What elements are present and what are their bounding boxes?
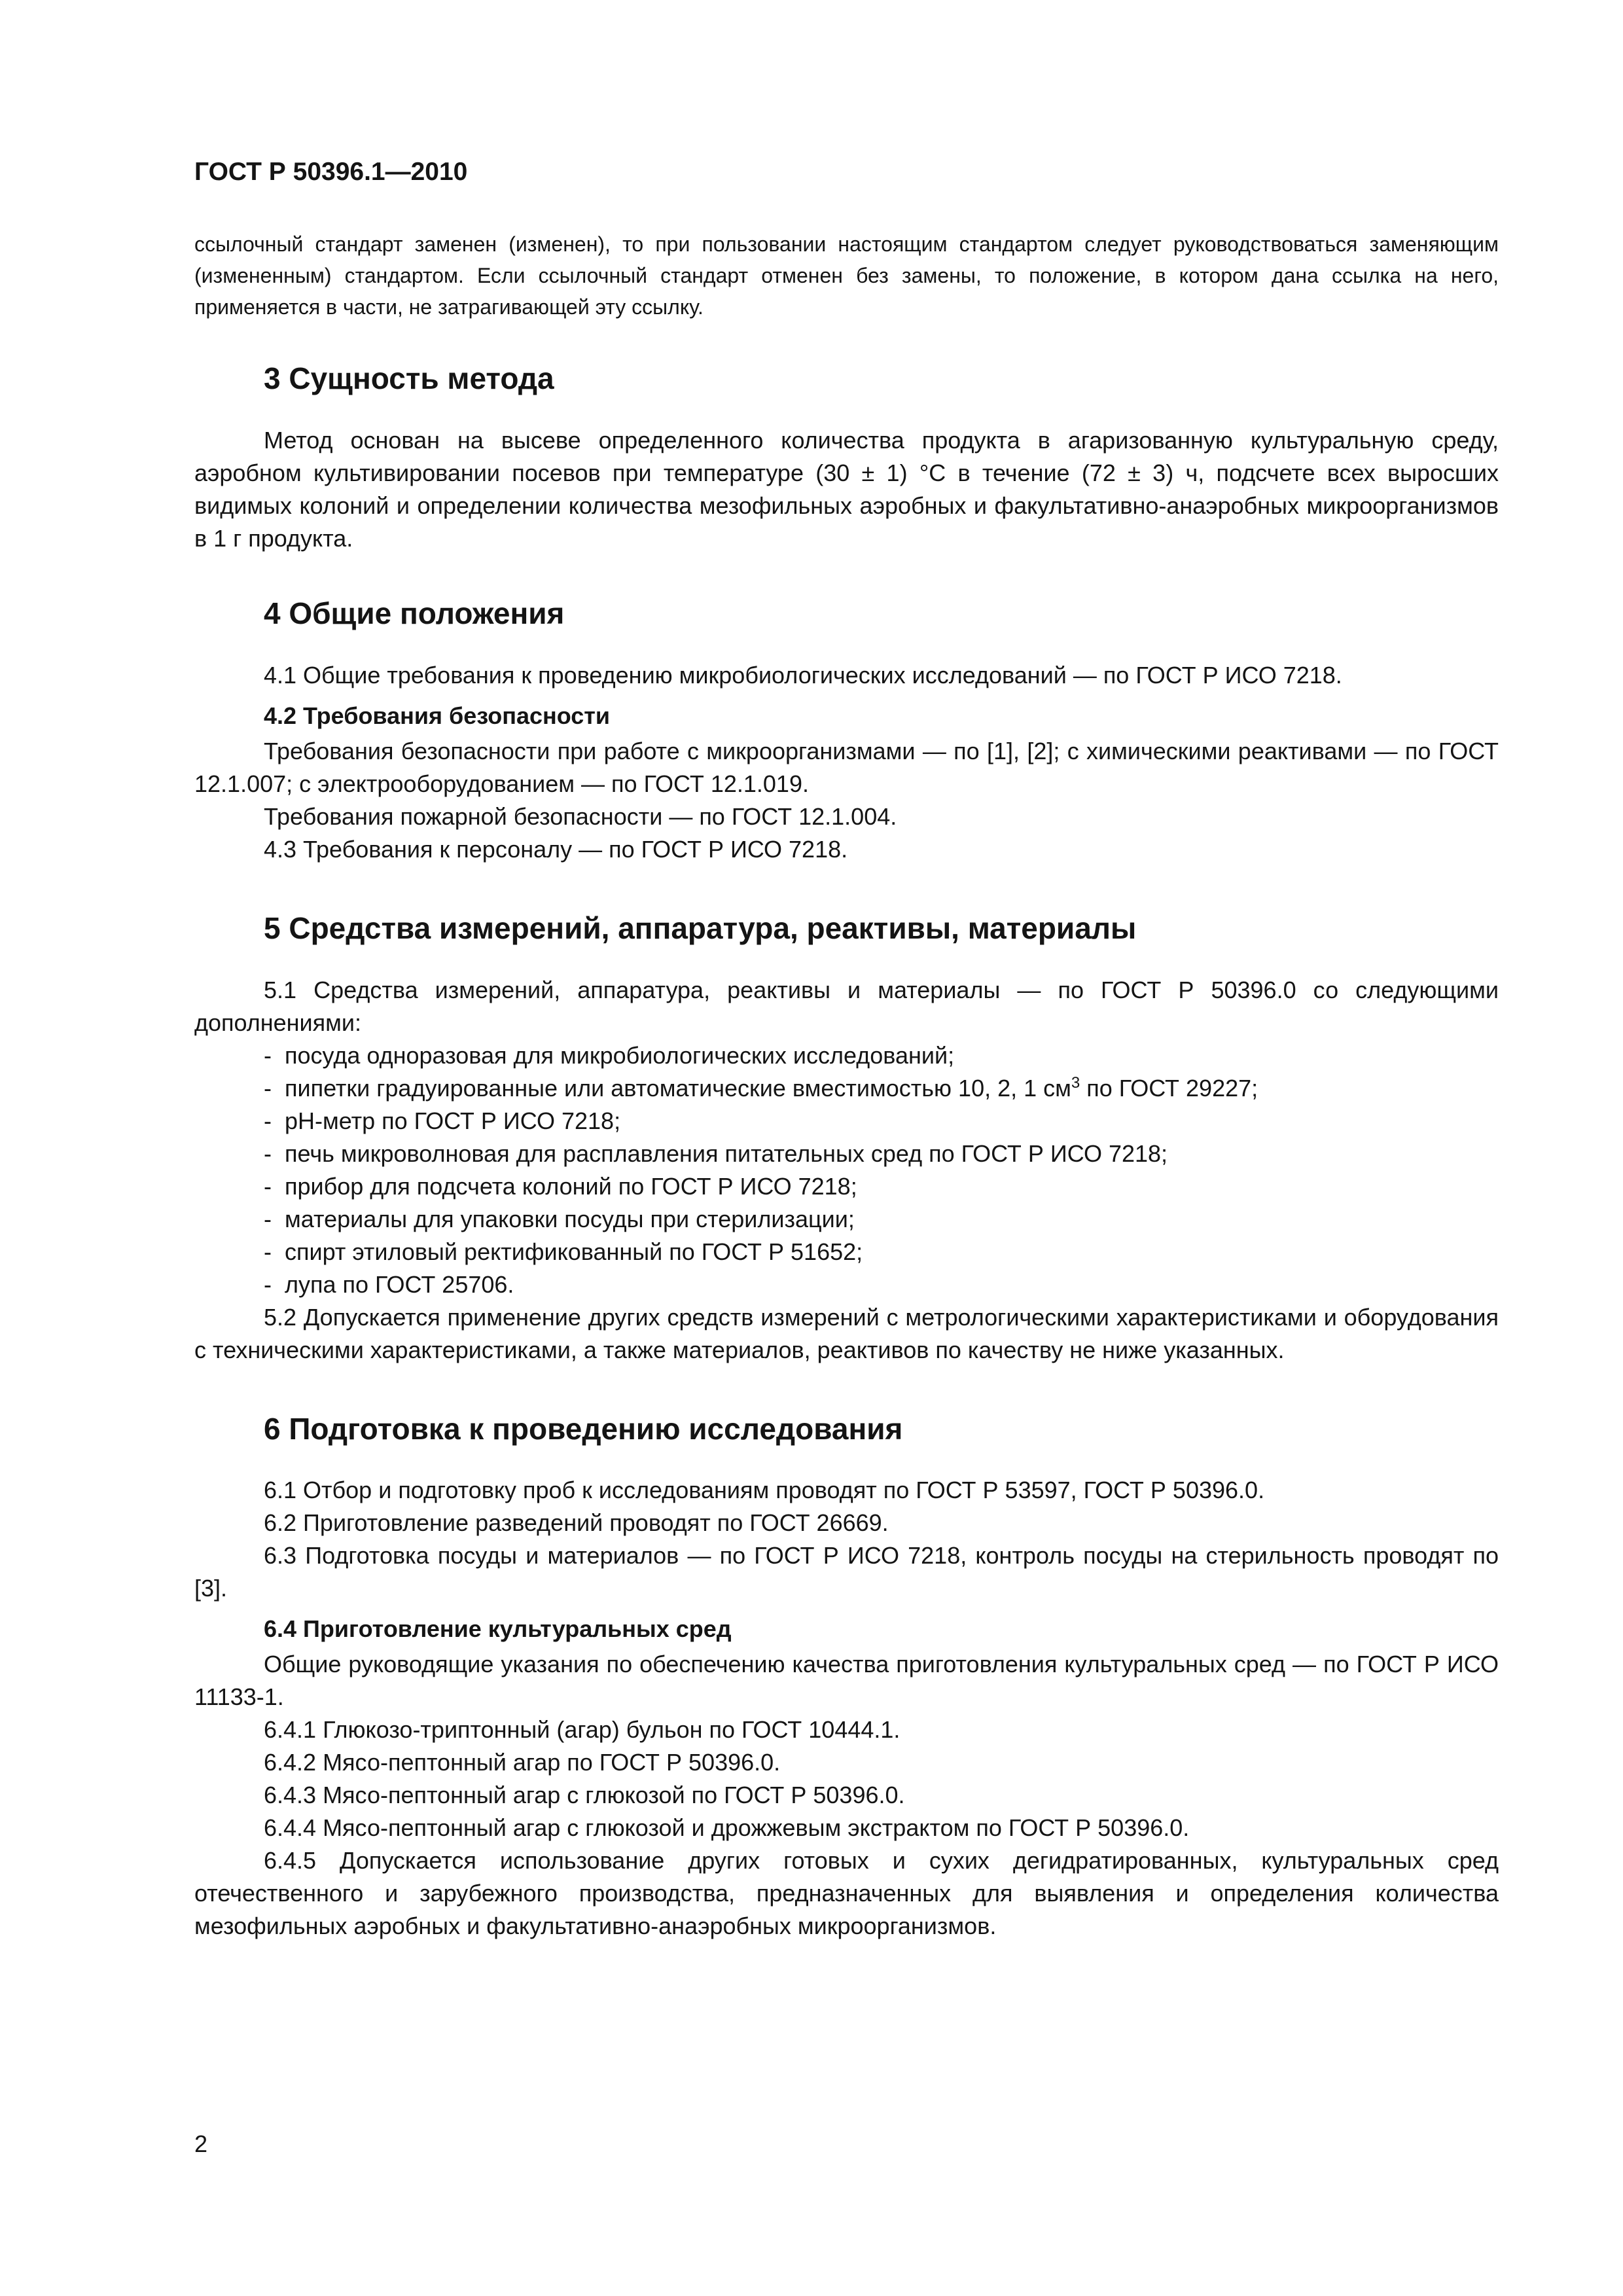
list-item: - спирт этиловый ректификованный по ГОСТ Р 51652; [264,1238,863,1266]
list-item: - лупа по ГОСТ 25706. [264,1271,514,1299]
list-item: - pH-метр по ГОСТ Р ИСО 7218; [264,1107,621,1135]
clause-6-1: 6.1 Отбор и подготовку проб к исследованиям проводят по ГОСТ Р 53597, ГОСТ Р 50396.0. [264,1476,1265,1503]
document-page [194,157,1499,1943]
section-3-paragraph: Метод основан на высеве определенного количества продукта в агаризованную культуральную среду, аэробном культивировании посевов при температуре (30 ± 1) °С в течение (72 ± 3) ч, подсчете всех выросших видимых колоний и определении количества мезофильных аэробных и факультативно-анаэробных микроорганизмов в 1 г продукта. [194,426,1499,552]
intro-paragraph: ссылочный стандарт заменен (изменен), то при пользовании настоящим стандартом следует руководствоваться заменяющим (измененным) стандартом. Если ссылочный стандарт отменен без замены, то положение, в котором дана ссылка на него, применяется в части, не затрагивающей эту ссылку. [194,232,1499,319]
list-item: - посуда одноразовая для микробиологических исследований; [264,1042,955,1069]
clause-4-2-heading: 4.2 Требования безопасности [264,702,611,730]
clause-6-4-3: 6.4.3 Мясо-пептонный агар с глюкозой по ГОСТ Р 50396.0. [264,1781,905,1808]
clause-5-2: 5.2 Допускается применение других средств измерений с метрологическими характеристиками и оборудования с техническими характеристиками, а также материалов, реактивов по качеству не ниже указанных. [194,1304,1499,1364]
clause-6-3: 6.3 Подготовка посуды и материалов — по ГОСТ Р ИСО 7218, контроль посуды на стерильность проводят по [3]. [194,1541,1499,1602]
clause-4-2-paragraph-b: Требования пожарной безопасности — по ГОСТ 12.1.004. [264,803,897,831]
clause-4-1: 4.1 Общие требования к проведению микробиологических исследований — по ГОСТ Р ИСО 7218. [264,662,1342,689]
clause-6-4-1: 6.4.1 Глюкозо-триптонный (агар) бульон по ГОСТ 10444.1. [264,1715,901,1743]
clause-6-4-heading: 6.4 Приготовление культуральных сред [264,1615,732,1642]
document-code-header: ГОСТ Р 50396.1—2010 [194,158,468,186]
clause-6-4-5: 6.4.5 Допускается использование других готовых и сухих дегидратированных, культуральных сред отечественного и зарубежного производства, предназначенных для выявления и определения количества мезофильных аэробных и факультативно-анаэробных микроорганизмов. [194,1846,1499,1939]
clause-6-4-paragraph: Общие руководящие указания по обеспечению качества приготовления культуральных сред — по ГОСТ Р ИСО 11133-1. [194,1650,1499,1710]
list-item: - пипетки градуированные или автоматические вместимостью 10, 2, 1 $см^3$ по ГОСТ 29227; [264,1074,1258,1102]
list-item: - печь микроволновая для расплавления питательных сред по ГОСТ Р ИСО 7218; [264,1140,1168,1168]
clause-6-4-2: 6.4.2 Мясо-пептонный агар по ГОСТ Р 50396.0. [264,1748,781,1776]
section-4-title: 4 Общие положения [264,596,565,630]
section-6-title: 6 Подготовка к проведению исследования [264,1412,903,1446]
clause-4-2-paragraph-a: Требования безопасности при работе с микроорганизмами — по [1], [2]; с химическими реактивами — по ГОСТ 12.1.007; с электрооборудованием — по ГОСТ 12.1.019. [194,738,1499,798]
clause-5-1: 5.1 Средства измерений, аппаратура, реактивы и материалы — по ГОСТ Р 50396.0 со следующими дополнениями: [194,977,1499,1037]
list-item: - материалы для упаковки посуды при стерилизации; [264,1206,855,1233]
clause-6-2: 6.2 Приготовление разведений проводят по ГОСТ 26669. [264,1509,889,1536]
clause-6-4-4: 6.4.4 Мясо-пептонный агар с глюкозой и дрожжевым экстрактом по ГОСТ Р 50396.0. [264,1814,1190,1841]
list-item: - прибор для подсчета колоний по ГОСТ Р ИСО 7218; [264,1173,857,1200]
page-number: 2 [194,2130,208,2157]
section-3-title: 3 Сущность метода [264,361,554,395]
section-5-title: 5 Средства измерений, аппаратура, реактивы, материалы [264,911,1137,946]
clause-4-3: 4.3 Требования к персоналу — по ГОСТ Р ИСО 7218. [264,836,848,863]
